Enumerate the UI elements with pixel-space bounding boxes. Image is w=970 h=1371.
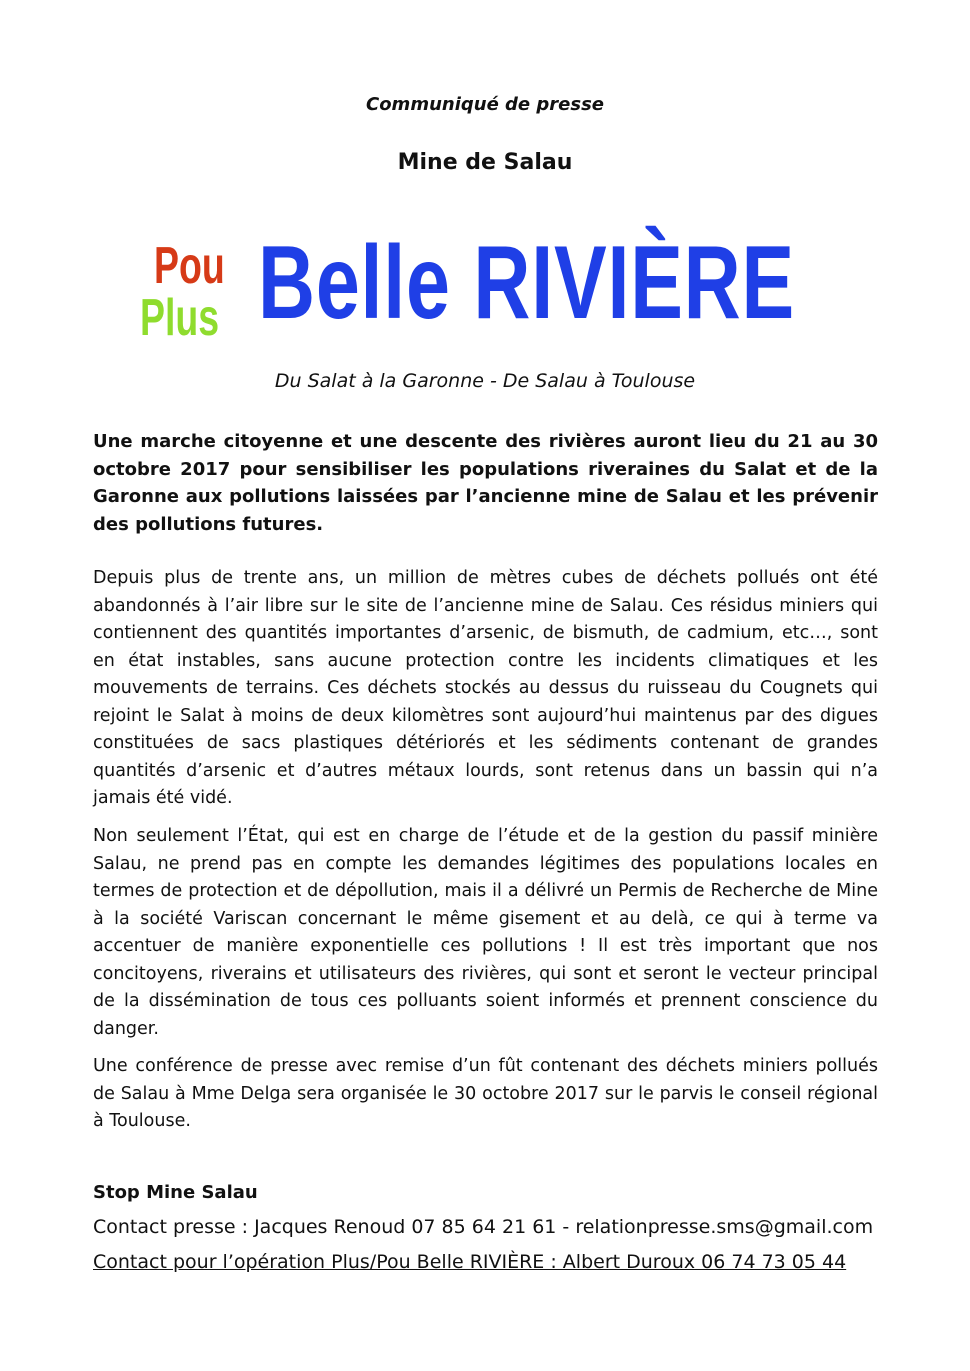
page-title: Mine de Salau <box>397 150 573 175</box>
lead-paragraph: Une marche citoyenne et une descente des rivières auront lieu du 21 au 30 octobre 2017 pour sensibiliser les populations riveraines du Salat et de la Garonne aux pollutions laissées par l’ancienne mine de Salau et les prévenir des pollutions futures. <box>93 431 878 535</box>
event-logo <box>140 225 840 350</box>
logo-word-plus: Plus <box>140 289 220 347</box>
logo-word-pou: Pou <box>154 237 225 295</box>
body-paragraph-1: Depuis plus de trente ans, un million de mètres cubes de déchets pollués ont été abandonnés à l’air libre sur le site de l’ancienne mine de Salau. Ces résidus miniers qui contiennent des quantités importantes d’arsenic, de bismuth, de cadmium, etc…, sont en état instables, sans aucune protection contre les incidents climatiques et les mouvements de terrains. Ces déchets stockés au dessus du ruisseau du Cougnets qui rejoint le Salat à moins de deux kilomètres sont aujourd’hui maintenus par des digues constituées de sacs plastiques détériorés et les sédiments contenant de grandes quantités d’arsenic et d’autres métaux lourds, sont retenus dans un bassin qui n’a jamais été vidé. <box>93 568 878 808</box>
press-contact: Contact presse : Jacques Renoud 07 85 64 21 61 - relationpresse.sms@gmail.com <box>93 1216 874 1238</box>
signer-name: Stop Mine Salau <box>93 1182 258 1203</box>
document-kicker: Communiqué de presse <box>365 94 605 115</box>
body-paragraph-2: Non seulement l’État, qui est en charge de l’étude et de la gestion du passif minière Salau, ne prend pas en compte les demandes légitimes des populations locales en termes de protection et de dépollution, mais il a délivré un Permis de Recherche de Mine à la société Variscan concernant le même gisement et au delà, ce qui à terme va accentuer de manière exponentielle ces pollutions ! Il est très important que nos concitoyens, riverains et utilisateurs des rivières, qui sont et seront le vecteur principal de la dissémination de tous ces polluants soient informés et prennent conscience du danger. <box>93 826 878 1039</box>
route-subtitle: Du Salat à la Garonne - De Salau à Toulouse <box>274 370 696 392</box>
logo-word-belle-riviere: Belle RIVIÈRE <box>258 225 795 341</box>
body-paragraph-3: Une conférence de presse avec remise d’un fût contenant des déchets miniers pollués de Salau à Mme Delga sera organisée le 30 octobre 2017 sur le parvis le conseil régional à Toulouse. <box>93 1056 878 1131</box>
operation-contact-link[interactable]: Contact pour l’opération Plus/Pou Belle RIVIÈRE : Albert Duroux 06 74 73 05 44 <box>93 1251 847 1273</box>
